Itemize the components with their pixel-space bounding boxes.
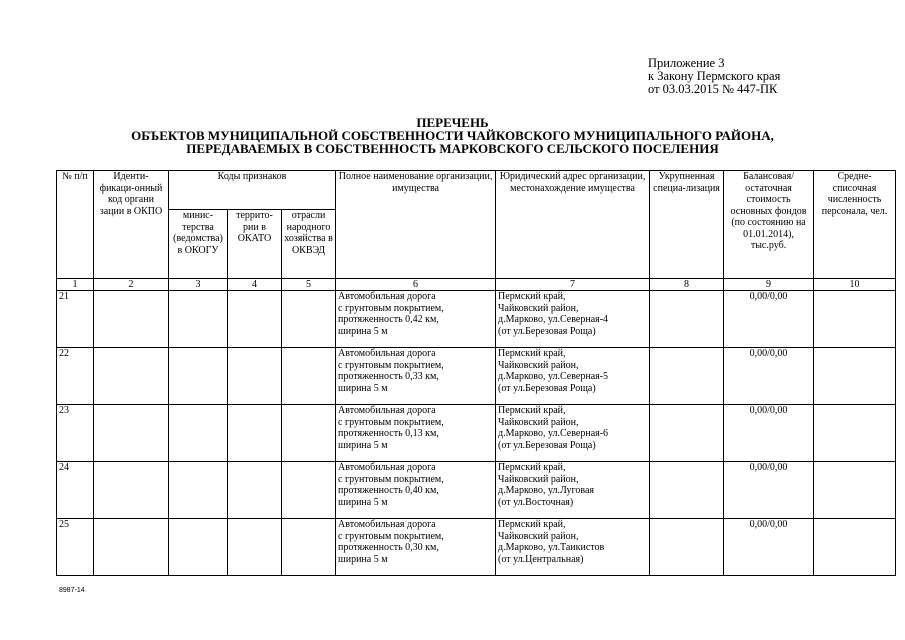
address-line: Пермский край, [498, 462, 566, 473]
object-name-cell [336, 519, 496, 576]
address-cell [496, 519, 650, 576]
address-line: Чайковский район, [498, 302, 579, 314]
okpo-cell [94, 519, 169, 576]
specialization-cell [650, 348, 724, 405]
okpo-cell [94, 405, 169, 462]
address-line: (от ул.Восточная) [498, 496, 574, 508]
staff-count-cell [814, 519, 896, 576]
title-line-1: ПЕРЕЧЕНЬ [416, 115, 489, 130]
address-cell [496, 291, 650, 348]
staff-count-cell [814, 348, 896, 405]
object-name-line: Автомобильная дорога [338, 405, 436, 416]
address-line: Чайковский район, [498, 359, 579, 371]
title-line-2: ОБЪЕКТОВ МУНИЦИПАЛЬНОЙ СОБСТВЕННОСТИ ЧАЙКОВСКОГО МУНИЦИПАЛЬНОГО РАЙОНА, [131, 128, 774, 143]
staff-count-cell [814, 405, 896, 462]
specialization-cell [650, 405, 724, 462]
okpo-cell [94, 348, 169, 405]
column-number: 2 [94, 279, 169, 291]
object-name-line: с грунтовым покрытием, [338, 473, 444, 485]
object-name-line: ширина 5 м [338, 439, 388, 451]
header-address: Юридический адрес организации, местонахождение имущества [496, 171, 650, 279]
appendix-date-line: от 03.03.2015 № 447-ПК [648, 82, 778, 96]
balance-value-cell: 0,00/0,00 [724, 291, 814, 348]
object-name-line: протяженность 0,42 км, [338, 314, 439, 325]
address-line: д.Марково, ул.Луговая [498, 485, 595, 496]
object-name-cell [336, 405, 496, 462]
object-name-line: Автомобильная дорога [338, 519, 436, 530]
address-line: Пермский край, [498, 348, 566, 359]
column-number: 3 [169, 279, 228, 291]
staff-count-cell [814, 291, 896, 348]
object-name-line: протяженность 0,40 км, [338, 485, 439, 496]
object-name-line: с грунтовым покрытием, [338, 302, 444, 314]
address-cell [496, 348, 650, 405]
address-line: (от ул.Центральная) [498, 553, 584, 565]
okpo-cell [94, 291, 169, 348]
okato-cell [228, 462, 282, 519]
okato-cell [228, 348, 282, 405]
balance-value-cell: 0,00/0,00 [724, 405, 814, 462]
header-codes-group: Коды признаков [169, 171, 336, 210]
document-title [60, 116, 845, 155]
column-number: 4 [228, 279, 282, 291]
address-line: д.Марково, ул.Северная-6 [498, 428, 609, 439]
object-name-line: Автомобильная дорога [338, 348, 436, 359]
column-number: 6 [336, 279, 496, 291]
object-name-line: протяженность 0,30 км, [338, 542, 439, 553]
address-line: Чайковский район, [498, 416, 579, 428]
okogu-cell [169, 291, 228, 348]
object-name-cell [336, 291, 496, 348]
row-number: 21 [57, 291, 94, 348]
object-name-cell [336, 348, 496, 405]
address-line: Пермский край, [498, 291, 566, 302]
okved-cell [282, 462, 336, 519]
property-table [56, 170, 896, 576]
okato-cell [228, 405, 282, 462]
object-name-line: протяженность 0,33 км, [338, 371, 439, 382]
okato-cell [228, 519, 282, 576]
object-name-line: ширина 5 м [338, 325, 388, 337]
balance-value-cell: 0,00/0,00 [724, 348, 814, 405]
row-number: 22 [57, 348, 94, 405]
table-row [57, 462, 896, 519]
header-okato: террито-рии в ОКАТО [228, 210, 282, 279]
okved-cell [282, 519, 336, 576]
okved-cell [282, 291, 336, 348]
address-line: (от ул.Березовая Роща) [498, 439, 596, 451]
address-cell [496, 405, 650, 462]
header-name: Полное наименование организации, имущества [336, 171, 496, 279]
column-number: 5 [282, 279, 336, 291]
row-number: 25 [57, 519, 94, 576]
row-number: 24 [57, 462, 94, 519]
column-number: 9 [724, 279, 814, 291]
object-name-line: ширина 5 м [338, 382, 388, 394]
address-line: д.Марково, ул.Северная-4 [498, 314, 609, 325]
object-name-line: ширина 5 м [338, 496, 388, 508]
address-line: Пермский край, [498, 519, 566, 530]
okogu-cell [169, 348, 228, 405]
header-okpo: Иденти-фикаци-онный код органи зации в ОКПО [94, 171, 169, 279]
appendix-law-line: к Закону Пермского края [648, 69, 781, 83]
okogu-cell [169, 405, 228, 462]
address-line: д.Марково, ул.Таикистов [498, 542, 605, 553]
okpo-cell [94, 462, 169, 519]
header-specialization: Укрупненная специа-лизация [650, 171, 724, 279]
specialization-cell [650, 291, 724, 348]
object-name-line: Автомобильная дорога [338, 462, 436, 473]
okogu-cell [169, 462, 228, 519]
appendix-header [648, 57, 780, 96]
object-name-line: Автомобильная дорога [338, 291, 436, 302]
address-line: Чайковский район, [498, 530, 579, 542]
address-line: (от ул.Березовая Роща) [498, 325, 596, 337]
object-name-line: протяженность 0,13 км, [338, 428, 439, 439]
header-row-number: № п/п [57, 171, 94, 279]
address-cell [496, 462, 650, 519]
table-row [57, 519, 896, 576]
column-number: 8 [650, 279, 724, 291]
object-name-cell [336, 462, 496, 519]
balance-value-cell: 0,00/0,00 [724, 462, 814, 519]
table-row [57, 348, 896, 405]
address-line: (от ул.Березовая Роща) [498, 382, 596, 394]
object-name-line: ширина 5 м [338, 553, 388, 565]
balance-value-cell: 0,00/0,00 [724, 519, 814, 576]
specialization-cell [650, 462, 724, 519]
address-line: Пермский край, [498, 405, 566, 416]
object-name-line: с грунтовым покрытием, [338, 416, 444, 428]
staff-count-cell [814, 462, 896, 519]
header-balance-value: Балансовая/ остаточная стоимость основных фондов (по состоянию на 01.01.2014), тыс.руб. [724, 171, 814, 279]
column-number-row [57, 279, 896, 291]
address-line: Чайковский район, [498, 473, 579, 485]
okved-cell [282, 405, 336, 462]
header-staff-count: Средне-списочная численность персонала, чел. [814, 171, 896, 279]
address-line: д.Марково, ул.Северная-5 [498, 371, 609, 382]
okved-cell [282, 348, 336, 405]
okato-cell [228, 291, 282, 348]
specialization-cell [650, 519, 724, 576]
title-line-3: ПЕРЕДАВАЕМЫХ В СОБСТВЕННОСТЬ МАРКОВСКОГО СЕЛЬСКОГО ПОСЕЛЕНИЯ [186, 141, 719, 156]
row-number: 23 [57, 405, 94, 462]
table-row [57, 291, 896, 348]
column-number: 1 [57, 279, 94, 291]
table-body [57, 279, 896, 576]
object-name-line: с грунтовым покрытием, [338, 530, 444, 542]
column-number: 7 [496, 279, 650, 291]
object-name-line: с грунтовым покрытием, [338, 359, 444, 371]
okogu-cell [169, 519, 228, 576]
appendix-line: Приложение 3 [648, 56, 725, 70]
footer-code: 8987-14 [59, 587, 85, 594]
table-row [57, 405, 896, 462]
column-number: 10 [814, 279, 896, 291]
header-okved: отрасли народного хозяйства в ОКВЭД [282, 210, 336, 279]
header-okogu: минис-терства (ведомства) в ОКОГУ [169, 210, 228, 279]
